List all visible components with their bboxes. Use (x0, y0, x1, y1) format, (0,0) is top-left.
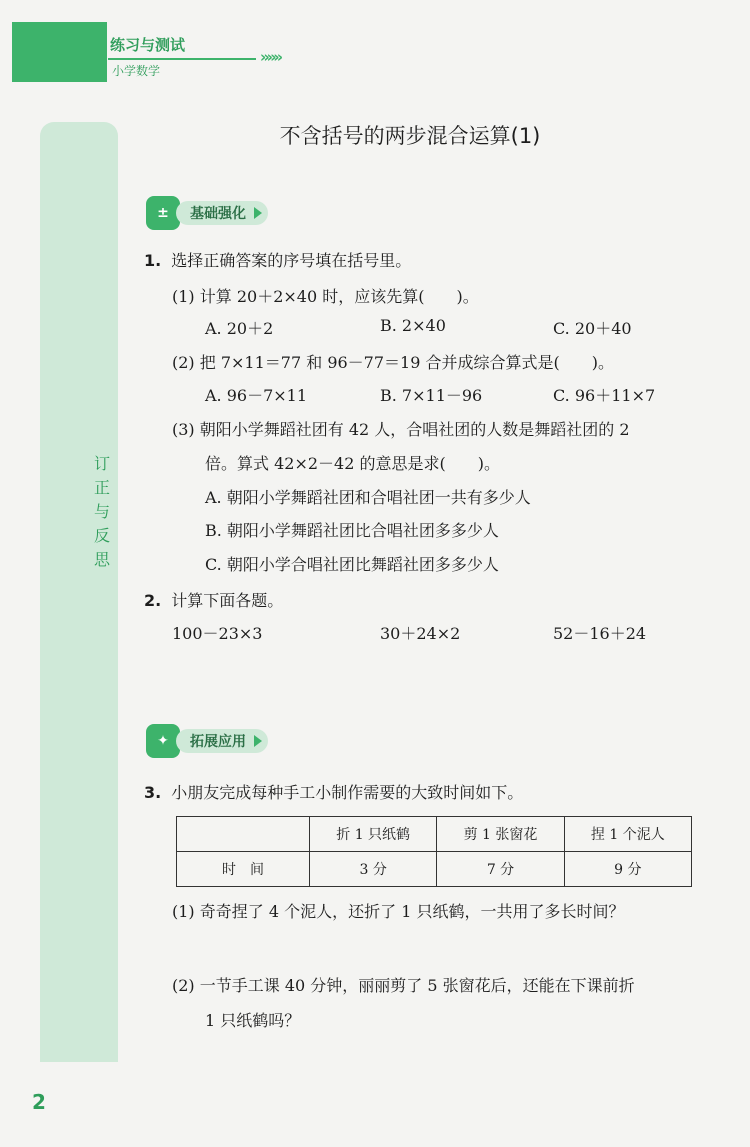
question-2: 2. 计算下面各题。 (144, 591, 284, 610)
table-cell: 7 分 (437, 852, 564, 887)
table-header (177, 817, 310, 852)
expression-2: 30＋24×2 (380, 624, 461, 643)
question-1: 1. 选择正确答案的序号填在括号里。 (144, 251, 412, 270)
option-c: C. 96＋11×7 (553, 386, 656, 405)
question-3-2-line2: 1 只纸鹤吗？ (205, 1011, 301, 1030)
option-a: A. 96－7×11 (205, 386, 308, 405)
expression-1: 100－23×3 (172, 624, 263, 643)
table-cell: 时 间 (177, 852, 310, 887)
side-strip (40, 122, 118, 1062)
question-1-2: (2) 把 7×11＝77 和 96－77＝19 合并成综合算式是( )。 (172, 353, 614, 372)
table-cell: 3 分 (310, 852, 437, 887)
option-c: C. 20＋40 (553, 319, 632, 338)
section-basic (146, 198, 268, 228)
question-1-3-line2: 倍。算式 42×2－42 的意思是求( )。 (205, 454, 500, 473)
header-divider (108, 58, 256, 60)
header-title: 练习与测试 (110, 36, 186, 54)
header-subtitle: 小学数学 (112, 64, 161, 78)
table-header: 剪 1 张窗花 (437, 817, 564, 852)
table-header: 折 1 只纸鹤 (310, 817, 437, 852)
option-a: A. 朝阳小学舞蹈社团和合唱社团一共有多少人 (205, 488, 531, 507)
question-3: 3. 小朋友完成每种手工小制作需要的大致时间如下。 (144, 783, 524, 802)
section-extend-label: 拓展应用 (176, 729, 268, 753)
table-header-row (177, 817, 692, 852)
table-row (177, 852, 692, 887)
option-b: B. 7×11－96 (380, 386, 483, 405)
option-b: B. 朝阳小学舞蹈社团比合唱社团多多少人 (205, 521, 499, 540)
section-extend (146, 726, 268, 756)
time-table (176, 816, 692, 887)
option-c: C. 朝阳小学合唱社团比舞蹈社团多多少人 (205, 555, 499, 574)
question-3-1: (1) 奇奇捏了 4 个泥人，还折了 1 只纸鹤，一共用了多长时间？ (172, 902, 625, 921)
table-cell: 9 分 (564, 852, 691, 887)
question-1-3-line1: (3) 朝阳小学舞蹈社团有 42 人，合唱社团的人数是舞蹈社团的 2 (172, 420, 630, 439)
option-a: A. 20＋2 (205, 319, 274, 338)
question-3-2-line1: (2) 一节手工课 40 分钟，丽丽剪了 5 张窗花后，还能在下课前折 (172, 976, 635, 995)
question-1-1: (1) 计算 20＋2×40 时，应该先算( )。 (172, 287, 479, 306)
header-band (12, 22, 107, 82)
option-b: B. 2×40 (380, 316, 446, 335)
calculator-icon: ± (146, 196, 180, 230)
header-arrows-icon: »»» (260, 48, 281, 66)
section-basic-label: 基础强化 (176, 201, 268, 225)
table-header: 捏 1 个泥人 (564, 817, 691, 852)
page-title: 不含括号的两步混合运算(1) (279, 124, 541, 148)
page-number: 2 (32, 1090, 46, 1114)
expression-3: 52－16＋24 (553, 624, 647, 643)
network-icon: ✦ (146, 724, 180, 758)
side-label: 订 正 与 反 思 (93, 454, 110, 569)
